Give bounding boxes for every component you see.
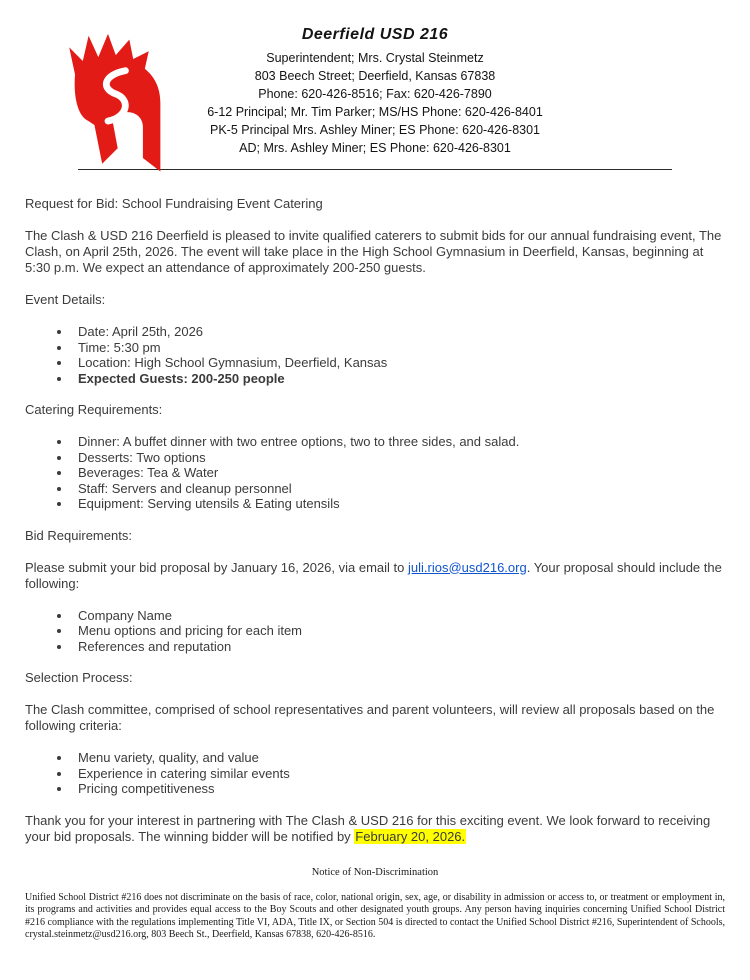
document-body (25, 196, 725, 845)
highlighted-date: February 20, 2026. (355, 828, 466, 844)
section-heading-bid-requirements: Bid Requirements: (25, 527, 132, 543)
document-title: Request for Bid: School Fundraising Event Catering (25, 196, 323, 211)
spartan-helmet-icon (39, 28, 177, 188)
bid-text-after: . Your proposal should include the following: (25, 559, 722, 591)
letterhead-line-superintendent: Superintendent; Mrs. Crystal Steinmetz (266, 51, 484, 65)
school-name: Deerfield USD 216 (301, 26, 449, 43)
non-discrimination-title: Notice of Non-Discrimination (311, 866, 439, 878)
spartan-helmet-logo (39, 28, 177, 188)
list-item: • Date: April 25th, 2026 (72, 324, 725, 340)
catering-requirements-list (25, 434, 725, 512)
event-details-list (25, 324, 725, 386)
closing-text: Thank you for your interest in partnering with The Clash & USD 216 for this exciting event. We look forward to receiving your bid proposals. The winning bidder will be notified by (25, 812, 711, 844)
list-item: • Expected Guests: 200-250 people (72, 371, 725, 387)
bid-proposal-list (25, 608, 725, 655)
section-heading-event-details: Event Details: (25, 292, 106, 307)
list-item: • Staff: Servers and cleanup personnel (72, 481, 725, 497)
intro-paragraph: The Clash & USD 216 Deerfield is pleased to invite qualified caterers to submit bids for our annual fundraising event, The Clash, on April 25th, 2026. The event will take place in the High School Gymnasium in Deerfield, Kansas, beginning at 5:30 p.m. We expect an attendance of approximately 200-250 guests. (25, 228, 722, 275)
letterhead (25, 26, 725, 170)
bid-paragraph (25, 560, 725, 592)
list-item: • Company Name (72, 608, 725, 624)
letterhead-line-address: 803 Beech Street; Deerfield, Kansas 67838 (254, 69, 496, 83)
email-link[interactable]: juli.rios@usd216.org (408, 559, 527, 575)
section-heading-selection-process: Selection Process: (25, 670, 133, 685)
closing-paragraph (25, 813, 725, 845)
document-footer (25, 867, 725, 942)
list-item: • Dinner: A buffet dinner with two entree options, two to three sides, and salad. (72, 434, 725, 450)
letterhead-line-ad: AD; Mrs. Ashley Miner; ES Phone: 620-426-8301 (239, 141, 511, 155)
list-item: • References and reputation (72, 639, 725, 655)
list-item: • Equipment: Serving utensils & Eating utensils (72, 496, 725, 512)
selection-criteria-list (25, 750, 725, 797)
list-item: • Pricing competitiveness (72, 781, 725, 797)
list-item: • Desserts: Two options (72, 450, 725, 466)
list-item: • Menu options and pricing for each item (72, 623, 725, 639)
list-item: • Experience in catering similar events (72, 766, 725, 782)
non-discrimination-text: Unified School District #216 does not discriminate on the basis of race, color, national origin, sex, age, or disability in admission or access to, or treatment or employment in, its programs and activities and provides equal access to the Boy Scouts and other designated youth groups. Any person having inquiries concerning Unified School District #216 compliance with the regulations implementing Title VI, ADA, Title IX, or Section 504 is directed to contact the Unified School District #216, Superintendent of Schools, crystal.steinmetz@usd216.org, 803 Beech St., Deerfield, Kansas 67838, 620-426-8516. (25, 891, 725, 940)
list-item: • Time: 5:30 pm (72, 340, 725, 356)
list-item: • Menu variety, quality, and value (72, 750, 725, 766)
letterhead-line-principal-612: 6-12 Principal; Mr. Tim Parker; MS/HS Phone: 620-426-8401 (207, 105, 543, 119)
list-item: • Location: High School Gymnasium, Deerfield, Kansas (72, 355, 725, 371)
letterhead-line-phone-fax: Phone: 620-426-8516; Fax: 620-426-7890 (258, 87, 492, 101)
list-item: • Beverages: Tea & Water (72, 465, 725, 481)
letterhead-line-principal-pk5: PK-5 Principal Mrs. Ashley Miner; ES Phone: 620-426-8301 (209, 123, 541, 137)
selection-paragraph: The Clash committee, comprised of school representatives and parent volunteers, will review all proposals based on the following criteria: (25, 702, 715, 733)
bid-text-before: Please submit your bid proposal by January 16, 2026, via email to (25, 559, 408, 575)
section-heading-catering-requirements: Catering Requirements: (25, 402, 163, 417)
